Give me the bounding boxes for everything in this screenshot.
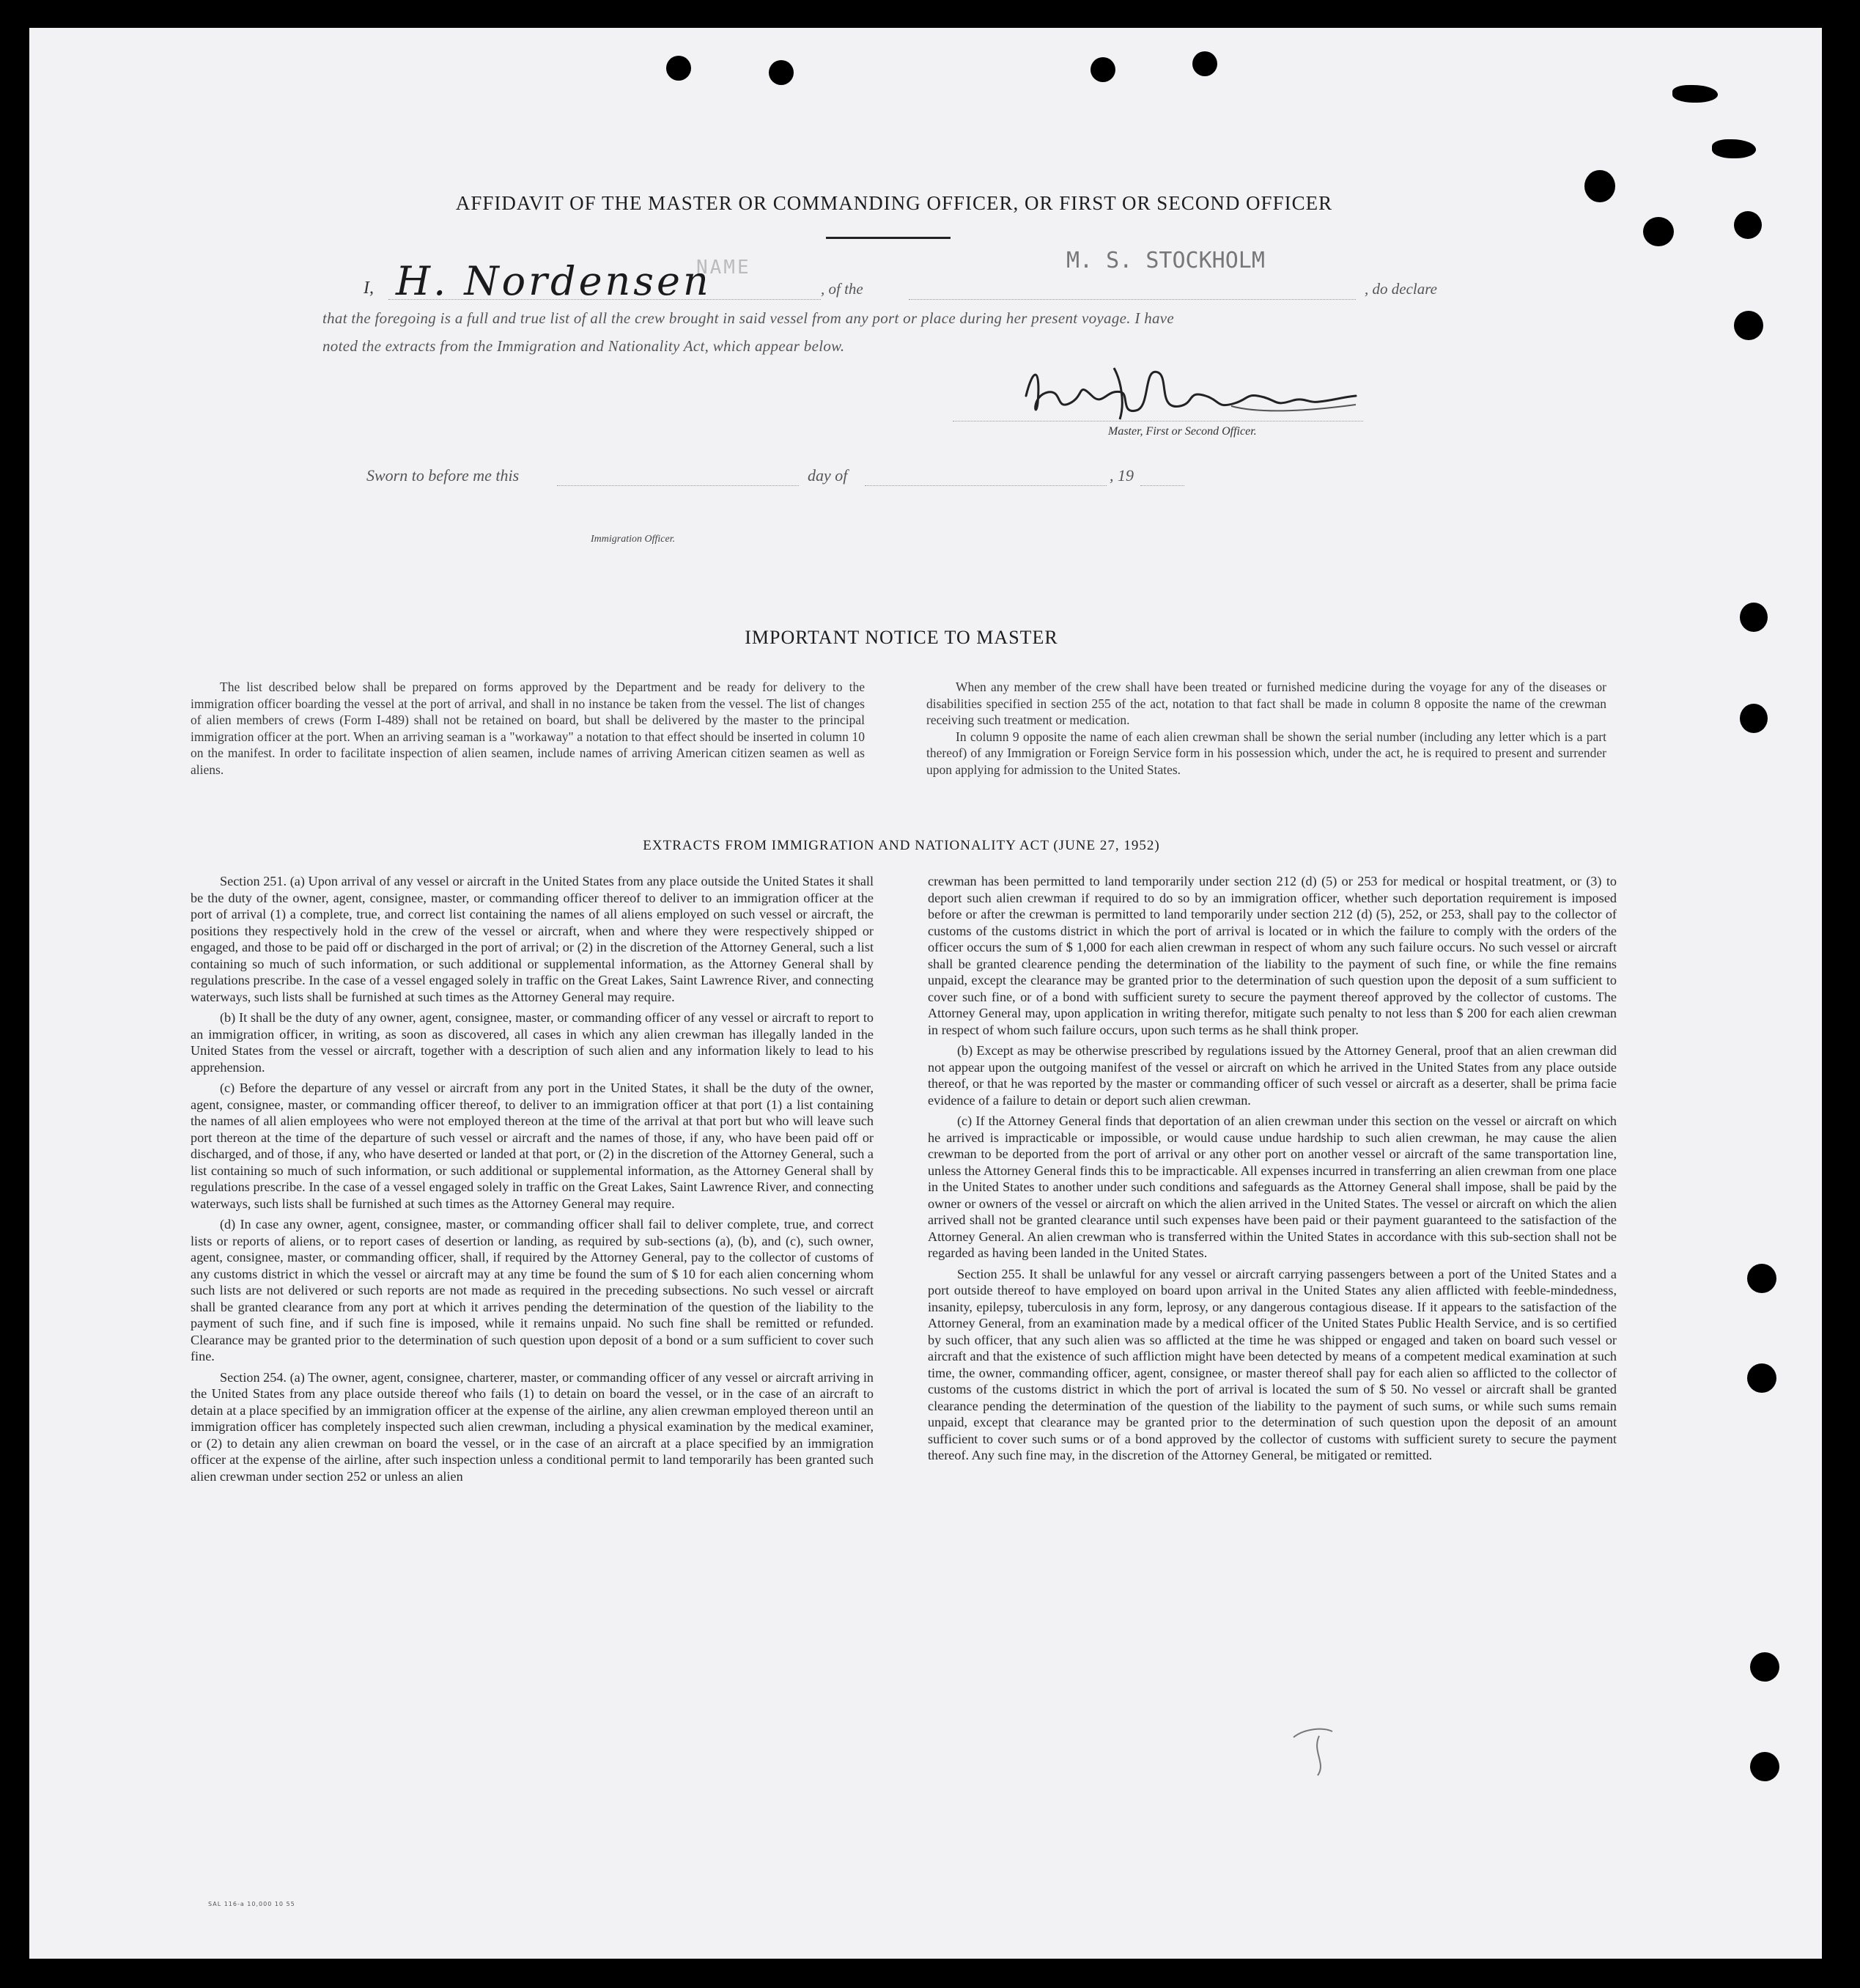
year-label: , 19 (1110, 466, 1134, 485)
punch-hole (1712, 139, 1756, 158)
title-divider (826, 237, 951, 239)
immigration-officer-caption: Immigration Officer. (591, 534, 676, 545)
name-line (388, 299, 821, 300)
punch-hole (1643, 217, 1674, 246)
section-255: Section 255. It shall be unlawful for any vessel or aircraft carrying passengers between a port of the United States and a port outside thereof to have employed on board upon arrival in the United States any alien afflicted with feeble-mindedness, insanity, epilepsy, tuberculosis in any form, leprosy, or any dangerous contagious disease. If it appears to the satisfaction of the Attorney General, from an examination made by a medical officer of the United States Public Health Service, and is so certified by such officer, that any such alien was so afflicted at the time he was shipped or engaged and taken on board such vessel or aircraft and that the existence of such affliction might have been detected by means of a competent medical examination at such time, the owner, commanding officer, agent, consignee, or master thereof shall pay for each alien so afflicted to the collector of customs of the customs district in which the port of arrival is located the sum of $ 50. No vessel or aircraft shall be granted clearance pending the determination of the question of the liability to the payment of such sums, or while such sums remain unpaid, except that clearance may be granted prior to the determination of such question upon the deposit of an amount sufficient to cover such sums or of a bond approved by the collector of customs with sufficient surety to secure the payment thereof. Any such fine may, in the discretion of the Attorney General, be mitigated or remitted. (928, 1266, 1617, 1462)
of-the-label: , of the (821, 280, 863, 298)
extracts-right-column (928, 873, 1617, 1468)
extracts-left-column (191, 873, 874, 1489)
section-254c: (c) If the Attorney General finds that deportation of an alien crewman under this section on the vessel or aircraft on which he arrived is impracticable or impossible, or would cause undue hardship to such alien crewman, he may cause the alien crewman to be deported from the port of arrival or any other port on another vessel or aircraft of the same transportation line, unless the Attorney General finds this to be impracticable. All expenses incurred in transferring an alien crewman from one place in the United States to another under such conditions and safeguards as the Attorney General shall impose, shall be paid by the owner or owners of the vessel or aircraft on which the alien arrived in the United States. The vessel or aircraft on which the alien arrived shall not be granted clearance until such expenses have been paid or their payment guaranteed to the satisfaction of the Attorney General. An alien crewman who is transferred within the United States in accordance with this sub-section shall not be regarded as having been landed in the United States. (928, 1113, 1617, 1260)
section-254a-cont: crewman has been permitted to land temporarily under section 212 (d) (5) or 253 for medical or hospital treatment, or (3) to deport such alien crewman if required to do so by an immigration officer, whether such deportation requirement is imposed before or after the crewman is permitted to land temporarily under section 212 (d) (5), 252, or 253, shall pay to the collector of customs of the customs district in which the port of arrival is located or in which the failure to comply with the orders of the officer occurs the sum of $ 1,000 for each alien crewman in respect of whom any such failure occurs. No such vessel or aircraft shall be granted clearence pending the determination of the liability to the payment of such fine, or while the fine remains unpaid, except the clearance may be granted prior to the determination of such question upon the deposit of a sum sufficient to cover such fine, or of a bond with sufficient surety to secure the payment thereof approved by the collector of customs. The Attorney General may, upon application in writing therefor, mitigate such penalty to not less than $ 200 for each alien crewman in respect of whom such failure occurs, upon such terms as he shall think proper. (928, 874, 1617, 1037)
punch-hole (1734, 311, 1763, 340)
punch-hole (1584, 170, 1615, 202)
vessel-line (909, 299, 1356, 300)
sworn-month-line (865, 485, 1107, 486)
punch-hole (1734, 211, 1762, 239)
punch-hole (1740, 603, 1768, 632)
extracts-title: EXTRACTS FROM IMMIGRATION AND NATIONALITY ACT (JUNE 27, 1952) (643, 838, 1160, 853)
punch-hole (1672, 85, 1718, 103)
section-254a: Section 254. (a) The owner, agent, consignee, charterer, master, or commanding officer of any vessel or aircraft arriving in the United States from any place outside thereof who fails (1) to detain on board the vessel, or in the case of an aircraft to detain at a place specified by an immigration officer at the expense of the airline, any alien crewman employed thereon until an immigration officer has completely inspected such alien crewman, including a physical examination by the medical examiner, or (2) to detain any alien crewman on board the vessel, or in the case of an aircraft at a place specified by an immigration officer at the expense of the airline, after such inspection unless a conditional permit to land temporarily has been granted such alien crewman under section 252 or unless an alien (191, 1369, 874, 1484)
declaration-line-2: noted the extracts from the Immigration and Nationality Act, which appear below. (322, 337, 845, 355)
punch-hole (1090, 57, 1115, 82)
do-declare-label: , do declare (1365, 280, 1437, 298)
section-251c: (c) Before the departure of any vessel or aircraft from any port in the United States, it shall be the duty of the owner, agent, consignee, master, or commanding officer thereof, to deliver to an immigration officer at that port (1) a list containing the names of all alien employees who were not employed thereon at the time of the arrival at that port but who will leave such port thereon at the time of the departure of such vessel or aircraft and the names of those, if any, who have been paid off or discharged, and of those, if any, who have deserted or landed at that port, or (2) in the discretion of the Attorney General, such a list containing so much of such information, or such additional or supplemental information, as the Attorney General shall by regulations prescribe. In the case of a vessel engaged solely in traffic on the Great Lakes, Saint Lawrence River, and connecting waterways, such lists shall be furnished at such times as the Attorney General may require. (191, 1080, 874, 1211)
sworn-day-line (557, 485, 799, 486)
notice-right-paragraph-1: When any member of the crew shall have been treated or furnished medicine during the voyage for any of the diseases or disabilities specified in section 255 of the act, notation to that fact shall be made in column 8 opposite the name of the crewman receiving such treatment or medication. (926, 680, 1606, 727)
punch-hole (666, 56, 691, 81)
sworn-label: Sworn to before me this (366, 466, 520, 485)
punch-hole (1740, 704, 1768, 733)
section-251d: (d) In case any owner, agent, consignee, master, or commanding officer shall fail to deliver complete, true, and correct lists or reports of aliens, or to report cases of desertion or landing, as required by sub-sections (a), (b), and (c), such owner, agent, consignee, master, or commanding officer, shall, if required by the Attorney General, pay to the collector of customs of any customs district in which the vessel or aircraft may at any time be found the sum of $ 10 for each alien concerning whom such lists are not delivered or such reports are not made as required in the preceding subsections. No such vessel or aircraft shall be granted clearance from any port at which it arrives pending the determination of the question of the liability to the payment of such fine, and if such fine is imposed, while it remains unpaid. No such fine shall be remitted or refunded. Clearance may be granted prior to the determination of such question upon deposit of a bond or a sum sufficient to cover such fine. (191, 1217, 874, 1363)
punch-hole (1750, 1752, 1779, 1781)
i-label: I, (363, 279, 374, 298)
notice-title: IMPORTANT NOTICE TO MASTER (745, 627, 1058, 648)
notice-left-paragraph: The list described below shall be prepared on forms approved by the Department and be ready for delivery to the immigration officer boarding the vessel at the port of arrival, and shall in no instance be taken from the vessel. The list of changes of alien members of crews (Form I-489) shall not be retained on board, but shall be delivered by the master to the principal immigration officer at the port. When an arriving seaman is a "workaway" a notation to that effect should be inserted in column 10 on the manifest. In order to facilitate inspection of alien seamen, include names of arriving American citizen seamen as well as aliens. (191, 680, 865, 777)
signature-caption: Master, First or Second Officer. (1108, 425, 1257, 438)
section-251a: Section 251. (a) Upon arrival of any vessel or aircraft in the United States from any place outside the United States it shall be the duty of the owner, agent, consignee, master, or commanding officer thereof to deliver to an immigration officer at the port of arrival (1) a complete, true, and correct list containing the names of all aliens employed on such vessel or aircraft, the positions they respectively hold in the crew of the vessel or aircraft, when and where they were respectively shipped or engaged, and those to be paid off or discharged in the port of arrival; or (2) in the discretion of the Attorney General, such a list containing so much of such information, or such additional or supplemental information, as the Attorney General shall by regulations prescribe. In the case of a vessel engaged solely in traffic on the Great Lakes, Saint Lawrence River, and connecting waterways, such lists shall be furnished at such times as the Attorney General may require. (191, 874, 874, 1004)
punch-hole (1192, 51, 1217, 76)
day-of-label: day of (808, 466, 848, 485)
form-number: SAL 116-a 10,000 10 55 (208, 1901, 295, 1907)
vessel-name-stamp: M. S. STOCKHOLM (1066, 248, 1265, 273)
notice-right-paragraph-2: In column 9 opposite the name of each alien crewman shall be shown the serial number (including any letter which is a part thereof) of any Immigration or Foreign Service form in his possession which, under the act, he is required to present and surrender upon applying for admission to the United States. (926, 729, 1606, 777)
notice-right-column (926, 679, 1606, 782)
section-254b: (b) Except as may be otherwise prescribed by regulations issued by the Attorney General, proof that an alien crewman did not appear upon the outgoing manifest of the vessel or aircraft on which he arrived in the United States from any place outside thereof, or that he was reported by the master or commanding officer of such vessel or aircraft as a deserter, shall be prima facie evidence of a failure to detain or deport such alien crewman. (928, 1043, 1617, 1108)
notice-left-column (191, 679, 865, 782)
punch-hole (1747, 1264, 1776, 1293)
affidavit-title: AFFIDAVIT OF THE MASTER OR COMMANDING OFFICER, OR FIRST OR SECOND OFFICER (455, 192, 1333, 214)
declaration-line-1: that the foregoing is a full and true list of all the crew brought in said vessel from any port or place during her present voyage. I have (322, 309, 1175, 327)
punch-hole (1750, 1652, 1779, 1682)
punch-hole (1747, 1363, 1776, 1393)
section-251b: (b) It shall be the duty of any owner, agent, consignee, master, or commanding officer of any vessel or aircraft to report to an immigration officer, in writing, as soon as discovered, all cases in which any alien crewman has illegally landed in the United States from the vessel or aircraft, together with a description of such alien and any information likely to lead to his apprehension. (191, 1010, 874, 1075)
year-line (1140, 485, 1184, 486)
name-stamp-faded: NAME (696, 257, 751, 279)
master-name-handwritten: H. Nordensen (396, 258, 712, 304)
pen-mark (1290, 1723, 1348, 1781)
punch-hole (769, 60, 794, 85)
